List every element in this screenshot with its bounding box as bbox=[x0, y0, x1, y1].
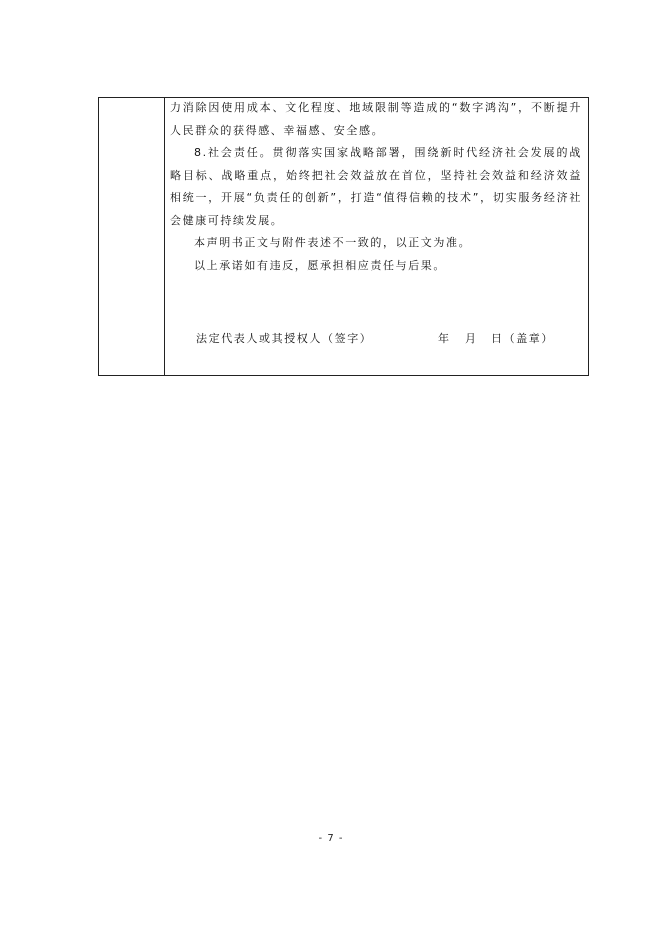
signature-label: 法定代表人或其授权人（签字） bbox=[196, 332, 373, 345]
signature-month: 月 bbox=[465, 332, 478, 345]
paragraph-continuation: 力消除因使用成本、文化程度、地域限制等造成的“数字鸿沟”，不断提升人民群众的获得感、幸福感、安全感。 bbox=[170, 101, 582, 137]
paragraph-precedence-note: 本声明书正文与附件表述不一致的，以正文为准。 bbox=[194, 236, 472, 249]
paragraph-social-responsibility: 8.社会责任。贯彻落实国家战略部署，围绕新时代经济社会发展的战略目标、战略重点，始终把社会效益放在首位，坚持社会效益和经济效益相统一，开展“负责任的创新”，打造“值得信赖的技术”，切实服务经济社会健康可持续发展。 bbox=[170, 146, 582, 227]
declaration-table bbox=[98, 97, 589, 376]
signature-day-seal: 日（盖章） bbox=[491, 332, 554, 345]
table-content-cell bbox=[165, 98, 588, 375]
page-number: - 7 - bbox=[318, 833, 344, 844]
paragraph-commitment: 以上承诺如有违反，愿承担相应责任与后果。 bbox=[194, 258, 446, 272]
table-left-cell bbox=[99, 98, 165, 375]
signature-year: 年 bbox=[438, 332, 451, 345]
